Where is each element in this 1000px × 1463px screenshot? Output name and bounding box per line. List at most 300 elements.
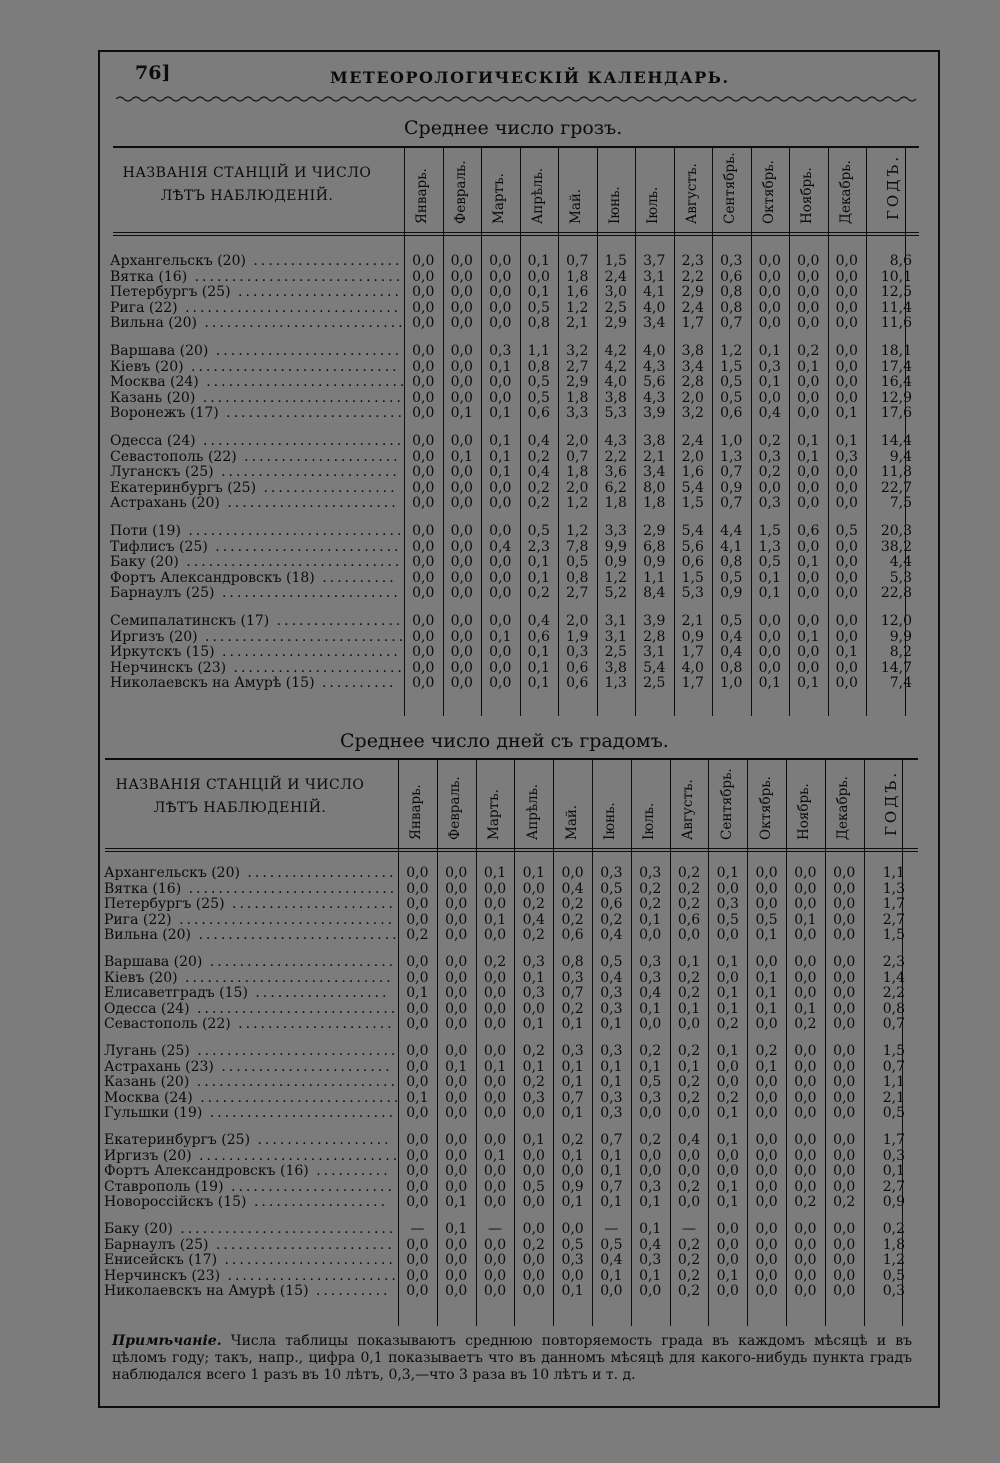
cell-value: 0,0: [758, 659, 781, 676]
station-label: Тифлисъ (25): [110, 538, 208, 555]
cell-value: 0,5: [600, 880, 623, 897]
month-header: Январь.: [414, 168, 431, 224]
cell-value: 0,0: [835, 538, 858, 555]
cell-value: 1,8: [566, 464, 589, 481]
cell-value: 0,0: [716, 969, 739, 986]
cell-value: 0,0: [412, 554, 435, 571]
cell-value: 0,0: [833, 1016, 856, 1033]
cell-value: 0,0: [758, 389, 781, 406]
station-label: Вятка (16): [104, 880, 182, 897]
cell-value: 0,2: [758, 433, 781, 449]
year-total: 16,4: [880, 374, 912, 391]
cell-value: 0,0: [450, 268, 473, 285]
cell-value: 0,0: [489, 613, 512, 629]
cell-value: 1,0: [720, 675, 743, 692]
cell-value: 0,1: [450, 405, 473, 422]
cell-value: 0,0: [412, 315, 435, 332]
year-total: 7,4: [889, 675, 912, 692]
station-label: Москва (24): [110, 374, 199, 391]
year-total: 0,8: [882, 1000, 905, 1017]
cell-value: 0,1: [797, 433, 820, 449]
station-label: Иргизъ (20): [110, 628, 198, 645]
cell-value: 0,3: [600, 1000, 623, 1017]
cell-value: 0,0: [412, 268, 435, 285]
cell-value: 0,1: [835, 433, 858, 449]
cell-value: 0,1: [561, 1105, 584, 1122]
cell-value: 0,0: [483, 1178, 507, 1195]
cell-value: 0,0: [639, 1105, 662, 1122]
cell-value: 0,0: [797, 389, 820, 406]
year-total: 0,5: [882, 1267, 905, 1284]
cell-value: 0,0: [835, 628, 858, 645]
leader-dots: ............................: [183, 358, 400, 375]
station-label: Лугань (25): [104, 1043, 190, 1059]
station-name: [104, 1163, 391, 1179]
cell-value: 0,0: [489, 523, 512, 539]
cell-value: 0,0: [833, 880, 856, 897]
cell-value: 0,1: [522, 1132, 545, 1148]
year-total: 9,4: [889, 448, 912, 465]
cell-value: 0,0: [794, 927, 817, 944]
header-top-rule: [113, 146, 919, 148]
cell-value: 0,3: [561, 1043, 584, 1059]
cell-value: 5,3: [604, 405, 627, 422]
cell-value: 1,7: [681, 644, 704, 661]
month-header: Октябрь.: [760, 160, 777, 224]
cell-value: 0,2: [677, 865, 701, 881]
cell-value: 0,7: [561, 1089, 584, 1106]
cell-value: 0,2: [677, 1252, 701, 1269]
cell-value: 0,1: [716, 1105, 739, 1122]
cell-value: 0,0: [794, 1074, 817, 1091]
cell-value: 0,3: [720, 253, 743, 269]
cell-value: 0,0: [522, 880, 545, 897]
cell-value: 0,0: [797, 644, 820, 661]
cell-value: 0,1: [489, 405, 512, 422]
cell-value: 0,0: [450, 479, 473, 496]
cell-value: 0,0: [412, 675, 435, 692]
station-name: [110, 343, 402, 359]
cell-value: 1,8: [566, 389, 589, 406]
station-label: Астрахань (20): [110, 495, 220, 512]
station-column-header: НАЗВАНІЯ СТАНЦІЙ И ЧИСЛО ЛѢТЪ НАБЛЮДЕНІЙ.: [115, 777, 365, 816]
cell-value: 0,0: [489, 569, 512, 586]
cell-value: 0,0: [639, 1147, 662, 1164]
cell-value: 1,1: [527, 343, 550, 359]
cell-value: 2,5: [604, 644, 627, 661]
cell-value: 0,1: [522, 1016, 545, 1033]
cell-value: 0,0: [716, 1074, 739, 1091]
cell-value: 0,0: [406, 1058, 429, 1075]
cell-value: 0,4: [527, 464, 550, 481]
cell-value: 0,0: [716, 1147, 739, 1164]
cell-value: 0,0: [833, 1252, 856, 1269]
cell-value: 0,4: [489, 538, 512, 555]
cell-value: 0,4: [600, 1252, 623, 1269]
cell-value: 3,1: [604, 613, 627, 629]
cell-value: 0,1: [716, 1000, 739, 1017]
cell-value: 0,4: [720, 644, 743, 661]
year-total: 2,2: [882, 985, 905, 1002]
cell-value: 0,3: [600, 985, 623, 1002]
cell-value: 0,2: [561, 1132, 584, 1148]
cell-value: 0,1: [835, 644, 858, 661]
leader-dots: ..................: [247, 985, 390, 1002]
station-label: Рига (22): [110, 299, 178, 316]
cell-value: 0,8: [527, 315, 550, 332]
cell-value: 3,4: [681, 358, 704, 375]
cell-value: 5,2: [604, 585, 627, 602]
station-name: [110, 253, 402, 269]
cell-value: 0,2: [677, 1089, 701, 1106]
cell-value: 0,0: [489, 479, 512, 496]
cell-value: 0,0: [794, 1058, 817, 1075]
year-total: 2,7: [882, 1178, 905, 1195]
cell-value: 0,2: [677, 1178, 701, 1195]
cell-value: 0,0: [445, 1267, 468, 1284]
leader-dots: ............................: [181, 880, 398, 897]
cell-value: 2,1: [681, 613, 704, 629]
cell-value: 0,1: [758, 675, 781, 692]
station-name: [110, 359, 400, 375]
station-label: Казань (20): [104, 1074, 190, 1091]
cell-value: 0,1: [639, 1194, 662, 1211]
station-label: Новороссійскъ (15): [104, 1194, 247, 1211]
cell-value: 0,1: [483, 1058, 507, 1075]
leader-dots: ......................: [224, 896, 396, 913]
cell-value: 0,0: [412, 253, 435, 269]
cell-value: 0,0: [794, 1132, 817, 1148]
cell-value: 2,0: [566, 613, 589, 629]
leader-dots: ........................: [218, 405, 405, 422]
cell-value: 0,7: [720, 464, 743, 481]
cell-value: 0,0: [450, 464, 473, 481]
cell-value: 0,0: [755, 1221, 778, 1237]
cell-value: —: [487, 1221, 502, 1237]
leader-dots: ..........: [308, 1163, 391, 1180]
cell-value: 0,0: [412, 613, 435, 629]
cell-value: 0,3: [522, 954, 545, 970]
cell-value: 0,0: [755, 954, 778, 970]
cell-value: 0,0: [412, 628, 435, 645]
cell-value: 0,1: [835, 405, 858, 422]
station-name: [104, 1001, 398, 1017]
cell-value: 4,0: [604, 374, 627, 391]
cell-value: 0,9: [561, 1178, 584, 1195]
cell-value: 0,0: [445, 1043, 468, 1059]
cell-value: 0,1: [600, 1074, 623, 1091]
cell-value: 0,7: [561, 985, 584, 1002]
cell-value: 0,0: [406, 969, 429, 986]
month-header: Іюль.: [641, 802, 658, 840]
cell-value: 0,1: [527, 554, 550, 571]
page-number: 76]: [135, 62, 171, 84]
cell-value: 0,0: [755, 896, 778, 913]
cell-value: 0,0: [794, 1163, 817, 1180]
cell-value: 0,0: [450, 299, 473, 316]
cell-value: 0,0: [716, 1252, 739, 1269]
cell-value: 0,1: [561, 1283, 584, 1300]
cell-value: 0,4: [758, 405, 781, 422]
cell-value: 0,0: [489, 284, 512, 301]
cell-value: 0,0: [835, 268, 858, 285]
cell-value: 0,0: [406, 1178, 429, 1195]
cell-value: 0,0: [450, 628, 473, 645]
station-label: Иргизъ (20): [104, 1147, 192, 1164]
year-total: 14,4: [880, 433, 912, 449]
cell-value: 0,0: [445, 1074, 468, 1091]
cell-value: 0,0: [716, 1163, 739, 1180]
cell-value: 0,1: [600, 1016, 623, 1033]
cell-value: 0,0: [445, 896, 468, 913]
cell-value: 0,7: [720, 315, 743, 332]
cell-value: 0,1: [716, 1043, 739, 1059]
cell-value: 0,0: [600, 1283, 623, 1300]
cell-value: 0,1: [406, 1089, 429, 1106]
station-label: Фортъ Александровскъ (16): [104, 1163, 309, 1180]
cell-value: 0,0: [406, 1163, 429, 1180]
cell-value: 0,1: [527, 253, 550, 269]
cell-value: 3,2: [681, 405, 704, 422]
cell-value: 2,8: [681, 374, 704, 391]
cell-value: 0,2: [716, 1089, 739, 1106]
cell-value: 0,6: [720, 268, 743, 285]
month-header: Ноябрь.: [796, 783, 813, 840]
cell-value: 0,0: [833, 1163, 856, 1180]
cell-value: 1,0: [720, 433, 743, 449]
cell-value: 0,0: [833, 1178, 856, 1195]
cell-value: 0,0: [483, 1236, 507, 1253]
cell-value: 0,0: [450, 315, 473, 332]
cell-value: 0,1: [483, 911, 507, 928]
cell-value: 0,0: [483, 1000, 507, 1017]
cell-value: 0,4: [522, 911, 545, 928]
leader-dots: ..........: [314, 569, 397, 586]
header-bottom-rule-2: [105, 851, 918, 852]
cell-value: 0,0: [450, 675, 473, 692]
cell-value: 0,0: [755, 1194, 778, 1211]
cell-value: 1,5: [720, 358, 743, 375]
cell-value: 0,0: [716, 927, 739, 944]
cell-value: 0,1: [527, 675, 550, 692]
cell-value: 1,2: [566, 523, 589, 539]
cell-value: 0,5: [835, 523, 858, 539]
cell-value: 0,8: [566, 569, 589, 586]
station-name: [110, 480, 398, 496]
cell-value: 0,3: [489, 343, 512, 359]
station-name: [110, 284, 402, 300]
year-total: 1,5: [882, 927, 905, 944]
cell-value: 3,1: [604, 628, 627, 645]
year-total: 0,3: [882, 1283, 905, 1300]
cell-value: 0,0: [794, 1221, 817, 1237]
station-label: Воронежъ (17): [110, 405, 219, 422]
cell-value: 0,0: [445, 880, 468, 897]
station-name: [110, 315, 406, 331]
cell-value: 0,1: [758, 343, 781, 359]
year-total: 1,7: [882, 896, 905, 913]
cell-value: 0,3: [758, 495, 781, 512]
cell-value: 2,9: [604, 315, 627, 332]
cell-value: 0,2: [755, 1043, 778, 1059]
cell-value: 0,0: [755, 1178, 778, 1195]
cell-value: 0,0: [406, 1194, 429, 1211]
cell-value: 0,0: [450, 523, 473, 539]
leader-dots: ........................: [214, 585, 401, 602]
cell-value: 0,0: [755, 865, 778, 881]
station-name: [104, 985, 389, 1001]
year-total: 1,4: [882, 969, 905, 986]
cell-value: 0,0: [755, 1267, 778, 1284]
cell-value: 0,5: [639, 1074, 662, 1091]
cell-value: 3,4: [643, 464, 666, 481]
cell-value: 0,0: [797, 268, 820, 285]
cell-value: 0,0: [794, 1105, 817, 1122]
cell-value: 4,2: [604, 358, 627, 375]
year-total: 10,1: [880, 268, 912, 285]
cell-value: 0,0: [835, 389, 858, 406]
cell-value: 0,0: [794, 1267, 817, 1284]
cell-value: 0,0: [794, 985, 817, 1002]
station-column-header: НАЗВАНІЯ СТАНЦІЙ И ЧИСЛО ЛѢТЪ НАБЛЮДЕНІЙ.: [122, 165, 372, 204]
cell-value: 0,0: [833, 1132, 856, 1148]
station-name: [110, 390, 404, 406]
cell-value: 0,0: [755, 1147, 778, 1164]
cell-value: 0,0: [794, 1147, 817, 1164]
cell-value: 0,3: [639, 969, 662, 986]
cell-value: 1,2: [566, 299, 589, 316]
month-header: Февраль.: [447, 776, 464, 840]
cell-value: 2,7: [566, 585, 589, 602]
station-label: Рига (22): [104, 911, 172, 928]
year-total: 0,7: [882, 1016, 905, 1033]
leader-dots: ...........................: [191, 1147, 401, 1164]
cell-value: 0,1: [797, 358, 820, 375]
station-name: [104, 970, 394, 986]
cell-value: 0,2: [600, 911, 623, 928]
cell-value: 4,0: [643, 299, 666, 316]
cell-value: 6,2: [604, 479, 627, 496]
station-name: [104, 881, 397, 897]
cell-value: 0,0: [716, 1283, 739, 1300]
cell-value: 3,3: [566, 405, 589, 422]
cell-value: 0,0: [797, 495, 820, 512]
cell-value: 0,0: [797, 659, 820, 676]
station-name: [104, 1268, 399, 1284]
cell-value: 0,4: [639, 985, 662, 1002]
cell-value: 0,2: [833, 1194, 856, 1211]
cell-value: 0,1: [561, 1194, 584, 1211]
leader-dots: ...........................: [189, 1074, 398, 1091]
year-total: 17,4: [880, 358, 912, 375]
cell-value: 0,0: [755, 1252, 778, 1269]
cell-value: 0,6: [720, 405, 743, 422]
cell-value: 0,7: [600, 1132, 623, 1148]
cell-value: 0,0: [755, 880, 778, 897]
cell-value: 0,2: [406, 927, 429, 944]
station-label: Кіевъ (20): [110, 358, 184, 375]
cell-value: 3,9: [643, 405, 666, 422]
cell-value: 1,2: [604, 569, 627, 586]
cell-value: 0,0: [483, 1074, 507, 1091]
year-total: 22,8: [880, 585, 912, 602]
station-name: [110, 464, 400, 480]
cell-value: 0,0: [835, 374, 858, 391]
station-name: [104, 1283, 390, 1299]
year-total: 0,1: [882, 1163, 905, 1180]
station-label: Севастополь (22): [110, 448, 237, 465]
cell-value: 0,2: [561, 896, 584, 913]
year-total: 1,7: [882, 1132, 905, 1148]
station-name: [104, 1221, 396, 1237]
cell-value: 1,7: [681, 675, 704, 692]
cell-value: 0,1: [489, 448, 512, 465]
cell-value: 0,0: [755, 1016, 778, 1033]
cell-value: 1,8: [604, 495, 627, 512]
cell-value: 1,5: [758, 523, 781, 539]
cell-value: 0,0: [412, 389, 435, 406]
cell-value: 0,2: [677, 1074, 701, 1091]
cell-value: 0,0: [797, 253, 820, 269]
station-name: [104, 954, 396, 970]
cell-value: 0,0: [835, 343, 858, 359]
cell-value: 0,0: [489, 374, 512, 391]
cell-value: 0,0: [794, 1236, 817, 1253]
station-name: [110, 449, 401, 465]
cell-value: 0,1: [527, 284, 550, 301]
cell-value: 0,1: [758, 569, 781, 586]
station-name: [110, 433, 404, 449]
station-name: [104, 865, 396, 881]
leader-dots: ..................: [256, 479, 398, 496]
leader-dots: ..................: [250, 1132, 392, 1148]
cell-value: 0,0: [794, 865, 817, 881]
cell-value: 0,0: [833, 969, 856, 986]
cell-value: 1,7: [681, 315, 704, 332]
year-total: 1,1: [882, 865, 905, 881]
cell-value: 0,0: [561, 865, 584, 881]
cell-value: 0,0: [483, 1132, 507, 1148]
cell-value: 0,1: [561, 1058, 584, 1075]
station-label: Петербургъ (25): [104, 896, 225, 913]
cell-value: 0,0: [450, 554, 473, 571]
cell-value: 3,7: [643, 253, 666, 269]
cell-value: 0,0: [412, 448, 435, 465]
cell-value: 0,0: [835, 659, 858, 676]
leader-dots: .....................: [230, 1016, 395, 1033]
cell-value: 0,1: [755, 927, 778, 944]
cell-value: 8,4: [643, 585, 666, 602]
station-label: Барнаулъ (25): [110, 585, 215, 602]
station-label: Ставрополь (19): [104, 1178, 224, 1195]
cell-value: 0,0: [758, 299, 781, 316]
cell-value: 8,0: [643, 479, 666, 496]
cell-value: 0,0: [450, 343, 473, 359]
cell-value: 0,0: [450, 495, 473, 512]
cell-value: 0,0: [833, 1000, 856, 1017]
station-name: [110, 523, 404, 539]
cell-value: 4,4: [720, 523, 743, 539]
cell-value: 0,0: [412, 464, 435, 481]
cell-value: 0,0: [406, 865, 429, 881]
leader-dots: .......................: [219, 495, 399, 512]
cell-value: 0,2: [639, 1132, 662, 1148]
cell-value: 0,5: [720, 374, 743, 391]
month-header: Мартъ.: [491, 173, 508, 224]
cell-value: 0,0: [483, 1267, 507, 1284]
cell-value: 2,4: [681, 299, 704, 316]
cell-value: 0,2: [561, 1000, 584, 1017]
